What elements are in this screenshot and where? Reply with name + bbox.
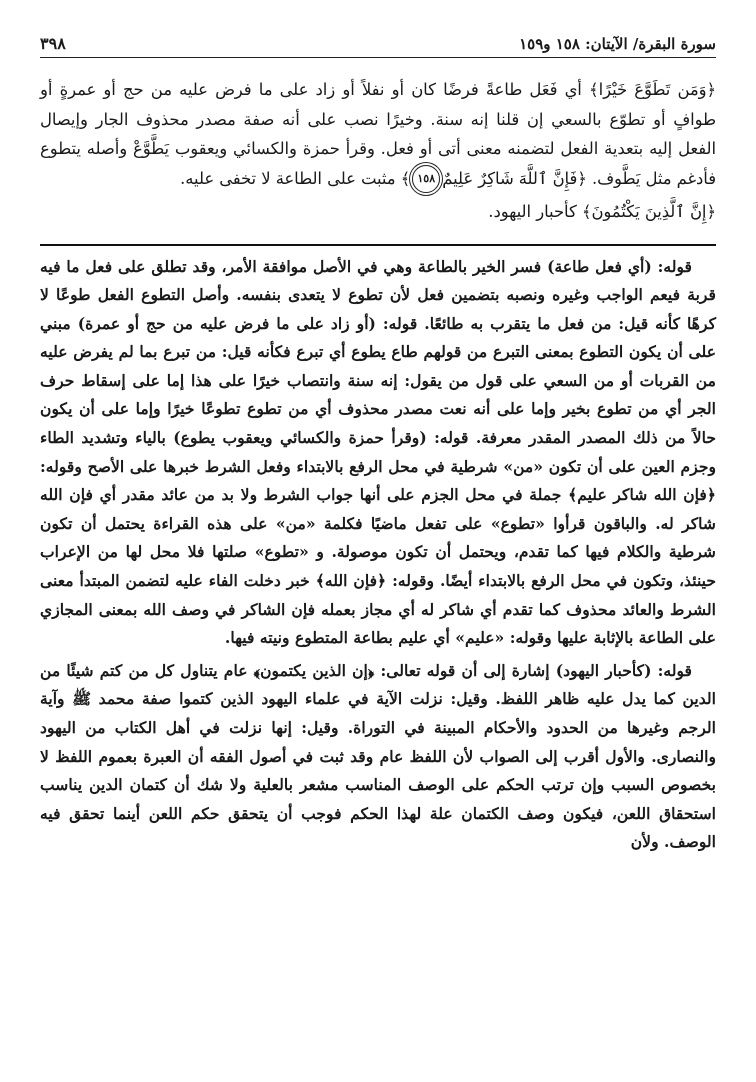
running-title: سورة البقرة/ الآيتان: ١٥٨ و١٥٩ bbox=[519, 35, 716, 53]
tafsir-text: ﴿وَمَن تَطَوَّعَ خَيْرًا﴾ أي فَعَل طاعةً فرضًا كان أو نفلاً أو زاد على ما فرض عليه من حج أو عمرةٍ أو طوافٍ أو تطوّع بالسعي إن قلنا إنه سنة. وخيرًا نصب على أنه صفة مصدر محذوف الجار وإيصال الفعل إليه بتعدية الفعل لتضمنه معنى أتى أو فعل. وقرأ حمزة والكسائي ويعقوب يَطَّوَّعْ وأصله يتطوع فأدغم مثل يَطَّوف. ﴿فَإِنَّ ٱللَّهَ شَاكِرٌ عَلِيمٌ bbox=[40, 80, 717, 188]
aya-number-marker: ١٥٨ bbox=[412, 165, 440, 193]
commentary-section bbox=[40, 246, 716, 857]
commentary-paragraph: قوله: (أي فعل طاعة) فسر الخير بالطاعة وهي في الأصل موافقة الأمر، وقد تطلق على فعل ما فيه قربة فيعم الواجب وغيره ونصبه بتضمين فعل لأن تطوع لا يتعدى بنفسه. وأصل التطوع الفعل طوعًا لا كرهًا كأنه قيل: من فعل ما يتقرب به طائعًا. قوله: (أو زاد على ما فرض عليه من حج أو عمرة) مبني على أن يكون التطوع بمعنى التبرع من قولهم طاع يطوع أي تبرع فكأنه قيل: من تبرع بما لم يفرض عليه من القربات أو من السعي على قول من يقول: إنه سنة وانتصاب خيرًا على هذا إما على إسقاط حرف الجر أي من تطوع بخير وإما على أنه نعت مصدر محذوف أي من تطوع تطوعًا خيرًا وإما على أن يكون حالاً من ذلك المصدر المقدر معرفة. قوله: (وقرأ حمزة والكسائي ويعقوب يطوع) بالياء وتشديد الطاء وجزم العين على أن تكون «من» شرطية في محل الرفع بالابتداء وفعل الشرط خبرها على الأصح وقوله: ﴿فإن الله شاكر عليم﴾ جملة في محل الجزم على أنها جواب الشرط ولا بد من عائد مقدر أي فإن الله شاكر له. والباقون قرأوا «تطوع» على تفعل ماضيًا فكلمة «من» على هذه القراءة يحتمل أن تكون شرطية والكلام فيها كما تقدم، ويحتمل أن تكون موصولة. و «تطوع» صلتها فلا محل لها من الإعراب حينئذ، وتكون في محل الرفع بالابتداء أيضًا. وقوله: ﴿فإن الله﴾ خبر دخلت الفاء عليه لتضمن المبتدأ معنى الشرط والعائد محذوف كما تقدم أي شاكر له أي مجاز بعمله فإن الشاكر في وصف الله بمعنى المجازي على الطاعة بالإثابة عليها وقوله: «عليم» أي عليم بطاعة المتطوع ونيته فيها. bbox=[40, 256, 716, 648]
tafsir-section bbox=[40, 58, 716, 227]
tafsir-paragraph bbox=[40, 75, 716, 193]
page-header bbox=[40, 0, 716, 58]
commentary-paragraph: قوله: (كأحبار اليهود) إشارة إلى أن قوله تعالى: ﴿إن الذين يكتمون﴾ عام يتناول كل من كتم شيئًا من الدين كما يدل عليه ظاهر اللفظ. وقيل: نزلت الآية في علماء اليهود الذين كتموا صفة محمد ﷺ وآية الرجم وغيرها من الحدود والأحكام المبينة في التوراة. وقيل: إنها نزلت في أهل الكتاب من اليهود والنصارى. والأول أقرب إلى الصواب لأن اللفظ عام وقد ثبت في أصول الفقه أن العبرة بعموم اللفظ لا بخصوص السبب وإن ترتب الحكم على الوصف المناسب مشعر بالعلية ولا شك أن كتمان الدين يناسب استحقاق اللعن، فيكون وصف الكتمان علة لهذا الحكم فوجب أن يتحقق حكم اللعن أينما تحقق فيه الوصف. ولأن bbox=[40, 660, 716, 852]
tafsir-text-end: ﴾ مثبت على الطاعة لا تخفى عليه. bbox=[180, 168, 411, 188]
tafsir-paragraph: ﴿إِنَّ ٱلَّذِينَ يَكْتُمُونَ﴾ كأحبار اليهود. bbox=[488, 202, 716, 221]
page-number: ٣٩٨ bbox=[40, 34, 66, 53]
book-page bbox=[40, 0, 716, 1082]
